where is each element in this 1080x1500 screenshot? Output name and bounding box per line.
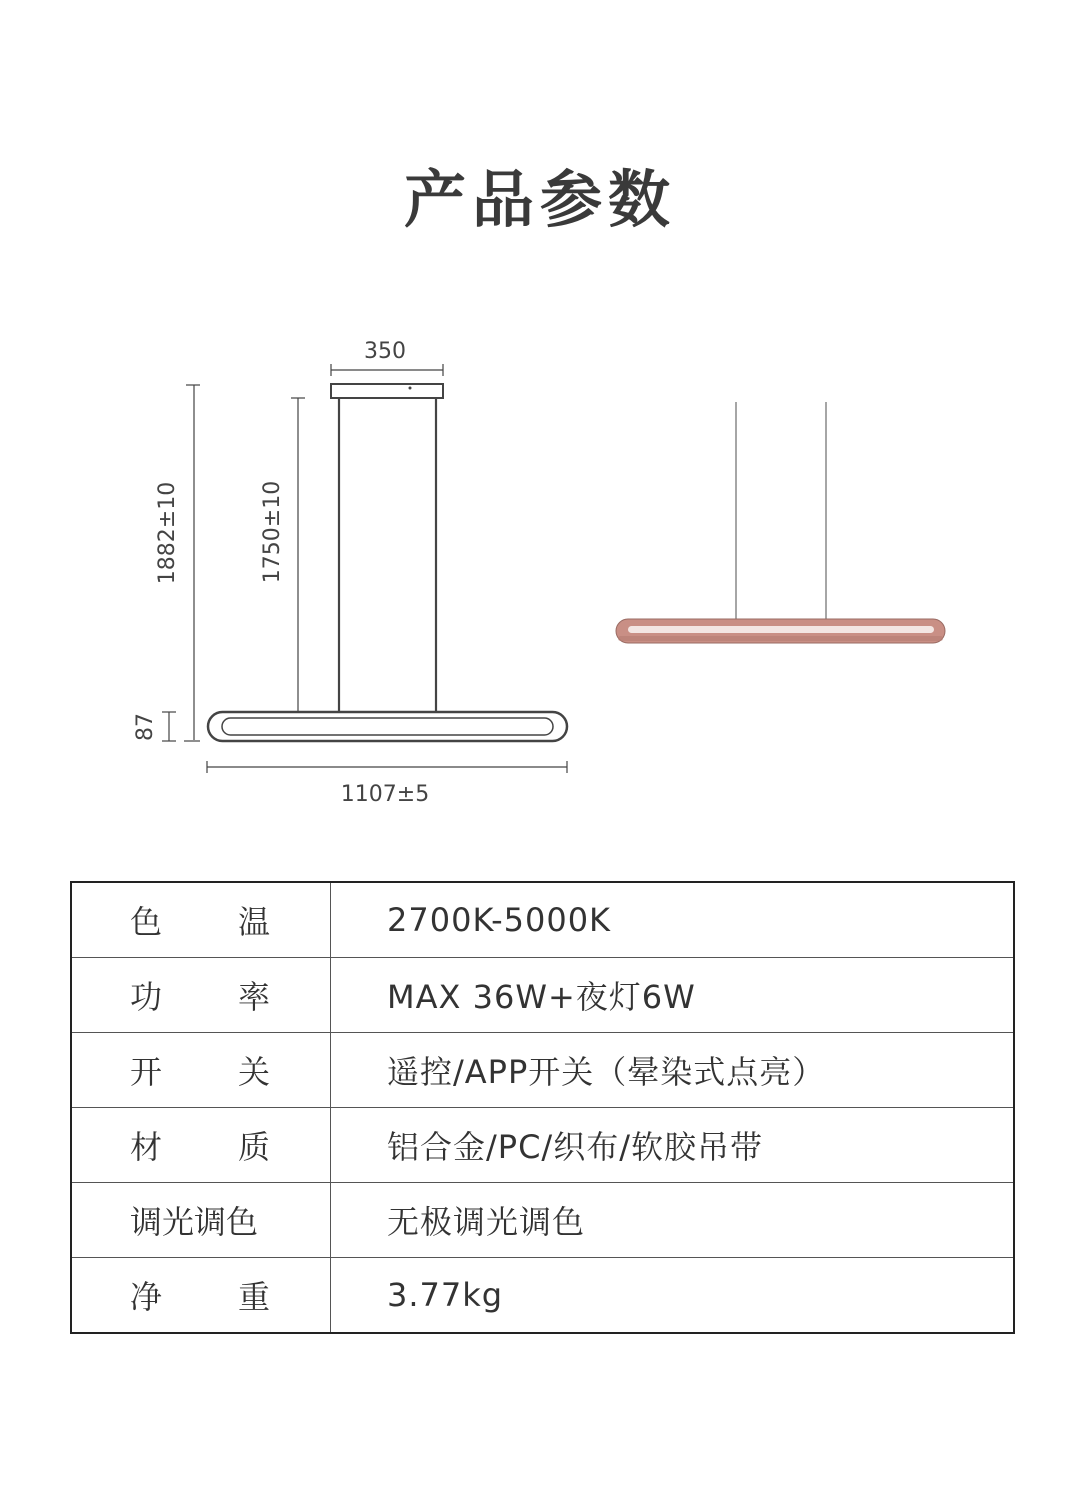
product-dimension-diagram xyxy=(0,320,1080,820)
illustration-lamp-glow xyxy=(628,626,934,633)
spec-table-body xyxy=(71,882,1014,1333)
spec-label xyxy=(130,972,270,1018)
spec-label-text: 关 xyxy=(237,1052,270,1091)
spec-label-text: 温 xyxy=(237,902,270,941)
spec-label-text: 重 xyxy=(237,1278,270,1317)
spec-value: 遥控/APP开关（晕染式点亮） xyxy=(331,1032,1015,1107)
spec-value: MAX 36W+夜灯6W xyxy=(331,957,1015,1032)
spec-label xyxy=(130,1047,270,1093)
lamp-body-outline xyxy=(208,712,567,741)
total-height-label: 1882±10 xyxy=(155,481,180,585)
spec-label-text: 材 xyxy=(130,1128,163,1167)
spec-row xyxy=(71,1183,1014,1258)
spec-label-cell xyxy=(71,1032,331,1107)
spec-row xyxy=(71,1107,1014,1182)
spec-label-cell xyxy=(71,1183,331,1258)
spec-row xyxy=(71,1032,1014,1107)
page-title: 产品参数 xyxy=(403,163,676,236)
spec-label-cell xyxy=(71,1258,331,1333)
product-illustration xyxy=(616,402,945,643)
spec-label-cell xyxy=(71,957,331,1032)
spec-label-text: 率 xyxy=(237,977,270,1016)
spec-label-cell xyxy=(71,882,331,957)
spec-row xyxy=(71,957,1014,1032)
spec-value: 3.77kg xyxy=(331,1258,1015,1333)
ceiling-canopy xyxy=(331,384,443,398)
lamp-light-strip xyxy=(222,718,553,735)
lamp-height-label: 87 xyxy=(133,713,158,741)
spec-label xyxy=(130,897,270,943)
spec-label-text: 调光调色 xyxy=(130,1203,259,1242)
top-width-label: 350 xyxy=(364,339,406,364)
front-view-drawing xyxy=(162,364,567,773)
spec-table xyxy=(70,881,1015,1334)
spec-value: 2700K-5000K xyxy=(331,882,1015,957)
spec-label-text: 色 xyxy=(130,902,163,941)
spec-row xyxy=(71,1258,1014,1333)
cable-height-label: 1750±10 xyxy=(260,480,285,584)
spec-label-text: 开 xyxy=(130,1052,163,1091)
spec-row xyxy=(71,882,1014,957)
spec-value: 铝合金/PC/织布/软胶吊带 xyxy=(331,1107,1015,1182)
spec-label xyxy=(130,1122,270,1168)
spec-label-text: 净 xyxy=(130,1278,163,1317)
spec-label-text: 质 xyxy=(237,1128,270,1167)
spec-label xyxy=(130,1272,270,1318)
spec-value: 无极调光调色 xyxy=(331,1183,1015,1258)
spec-label xyxy=(130,1197,270,1243)
lamp-width-label: 1107±5 xyxy=(340,782,430,807)
spec-label-text: 功 xyxy=(130,977,163,1016)
spec-label-cell xyxy=(71,1107,331,1182)
